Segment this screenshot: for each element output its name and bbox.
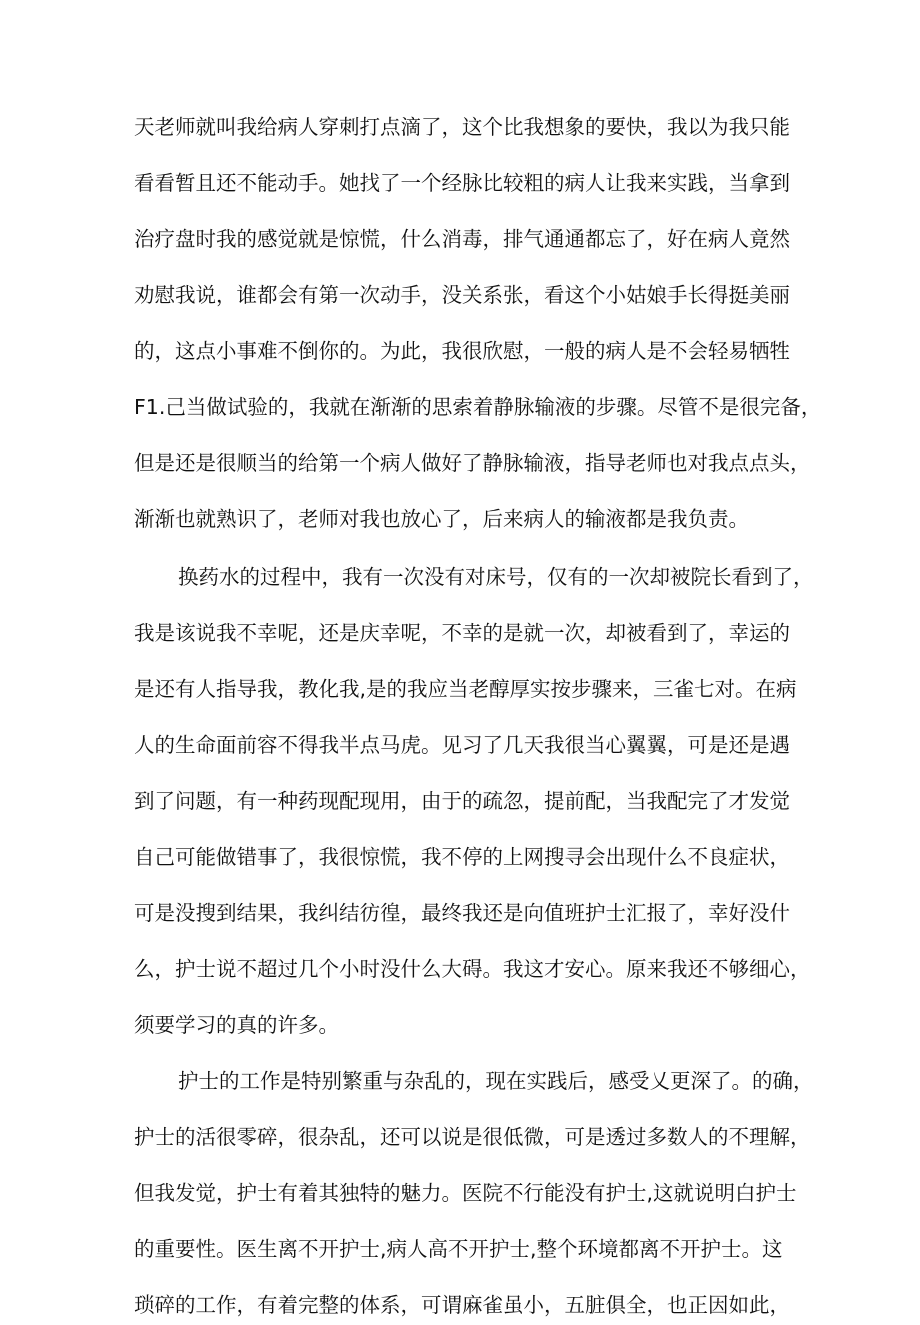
text-line: 琐碎的工作，有着完整的体系，可谓麻雀虽小，五脏俱全，也正因如此， — [134, 1293, 790, 1317]
text-line: 可是没搜到结果，我纠结彷徨，最终我还是向值班护士汇报了，幸好没什 — [134, 901, 790, 925]
text-line: 到了问题，有一种药现配现用，由于的疏忽，提前配，当我配完了才发觉 — [134, 789, 790, 813]
text-line: 么，护士说不超过几个小时没什么大碍。我这才安心。原来我还不够细心， — [134, 957, 811, 981]
text-line: 但我发觉，护士有着其独特的魅力。医院不行能没有护士,这就说明白护士 — [134, 1181, 797, 1205]
text-line: 渐渐也就熟识了，老师对我也放心了，后来病人的输液都是我负责。 — [134, 507, 749, 531]
text-line: 须要学习的真的许多。 — [134, 1013, 339, 1037]
text-line: 我是该说我不幸呢，还是庆幸呢，不幸的是就一次，却被看到了，幸运的 — [134, 621, 790, 645]
text-line: 的，这点小事难不倒你的。为此，我很欣慰，一般的病人是不会轻易牺牲 — [134, 339, 790, 363]
paragraph-first-line: 护士的工作是特别繁重与杂乱的，现在实践后，感受乂更深了。的确， — [178, 1069, 814, 1093]
text-line: 劝慰我说，谁都会有第一次动手，没关系张，看这个小姑娘手长得挺美丽 — [134, 283, 790, 307]
text-line: 护士的活很零碎，很杂乱，还可以说是很低微，可是透过多数人的不理解， — [134, 1125, 811, 1149]
text-line: 天老师就叫我给病人穿刺打点滴了，这个比我想象的要快，我以为我只能 — [134, 115, 790, 139]
text-line: 自己可能做错事了，我很惊慌，我不停的上网搜寻会出现什么不良症状， — [134, 845, 790, 869]
text-line: 看看暂且还不能动手。她找了一个经脉比较粗的病人让我来实践，当拿到 — [134, 171, 790, 195]
text-line: F1.己当做试验的，我就在渐渐的思索着静脉输液的步骤。尽管不是很完备， — [134, 395, 822, 419]
text-line: 治疗盘时我的感觉就是惊慌，什么消毒，排气通通都忘了，好在病人竟然 — [134, 227, 790, 251]
paragraph-first-line: 换药水的过程中，我有一次没有对床号，仅有的一次却被院长看到了， — [178, 565, 814, 589]
text-line: 的重要性。医生离不开护士,病人高不开护士,整个环境都离不开护士。这 — [134, 1237, 783, 1261]
text-line: 人的生命面前容不得我半点马虎。见习了几天我很当心翼翼，可是还是遇 — [134, 733, 790, 757]
text-line: 但是还是很顺当的给第一个病人做好了静脉输液，指导老师也对我点点头， — [134, 451, 811, 475]
text-line: 是还有人指导我，教化我,是的我应当老醇厚实按步骤来，三雀七对。在病 — [134, 677, 797, 701]
